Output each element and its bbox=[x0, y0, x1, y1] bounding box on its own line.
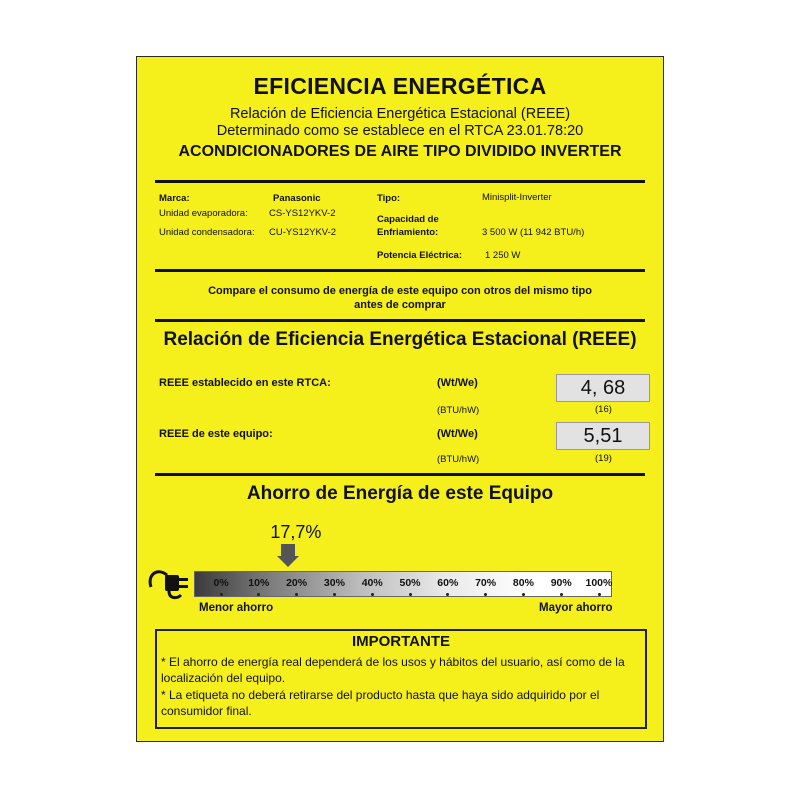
reee-established-unit-2: (BTU/hW) bbox=[437, 405, 480, 416]
scale-tick-label: 20% bbox=[286, 577, 308, 589]
scale-right-label: Mayor ahorro bbox=[539, 602, 613, 614]
tipo-label: Tipo: bbox=[377, 193, 401, 204]
scale-tick-label: 0% bbox=[213, 577, 229, 589]
reee-equipment-value: 5,51 bbox=[556, 422, 650, 450]
important-note-1a: * El ahorro de energía real dependerá de los usos y hábitos del usuario, así como de la bbox=[161, 655, 625, 669]
reee-equipment-label: REEE de este equipo: bbox=[159, 428, 273, 440]
compare-line-2: antes de comprar bbox=[354, 299, 446, 311]
compare-note bbox=[137, 284, 663, 312]
reee-title: Relación de Eficiencia Energética Estacional (REEE) bbox=[163, 329, 637, 350]
important-note-1b: localización del equipo. bbox=[161, 671, 286, 685]
scale-tick-label: 50% bbox=[399, 577, 421, 589]
reee-equipment-unit-1: (Wt/We) bbox=[437, 428, 478, 440]
evap-label: Unidad evaporadora: bbox=[159, 208, 248, 219]
important-title: IMPORTANTE bbox=[351, 633, 451, 650]
scale-tick-label: 60% bbox=[437, 577, 459, 589]
cond-label: Unidad condensadora: bbox=[159, 227, 255, 238]
marca-value: Panasonic bbox=[273, 193, 321, 204]
scale-tick-label: 70% bbox=[475, 577, 497, 589]
divider bbox=[155, 180, 645, 183]
label-subtitle-2: Determinado como se establece en el RTCA 23.01.78:20 bbox=[216, 123, 584, 139]
scale-tick-label: 90% bbox=[550, 577, 572, 589]
scale-tick-label: 100% bbox=[585, 577, 613, 589]
scale-tick-dot bbox=[220, 593, 223, 596]
divider bbox=[155, 473, 645, 476]
scale-tick-dot bbox=[560, 593, 563, 596]
label-title: EFICIENCIA ENERGÉTICA bbox=[253, 73, 547, 99]
capacidad-label-1: Capacidad de bbox=[377, 214, 439, 225]
potencia-label: Potencia Eléctrica: bbox=[377, 250, 463, 261]
cond-value: CU-YS12YKV-2 bbox=[269, 227, 337, 238]
savings-title: Ahorro de Energía de este Equipo bbox=[246, 483, 554, 504]
savings-arrow-icon bbox=[277, 544, 299, 568]
scale-tick-label: 40% bbox=[361, 577, 383, 589]
label-subtitle-1: Relación de Eficiencia Energética Estacional (REEE) bbox=[229, 106, 571, 122]
reee-established-value-2: (16) bbox=[595, 404, 612, 415]
plug-icon bbox=[147, 557, 195, 601]
scale-tick-label: 10% bbox=[248, 577, 270, 589]
scale-tick-label: 80% bbox=[512, 577, 534, 589]
tipo-value: Minisplit-Inverter bbox=[482, 192, 552, 203]
scale-tick-dot bbox=[409, 593, 412, 596]
scale-tick-label: 30% bbox=[323, 577, 345, 589]
reee-equipment-unit-2: (BTU/hW) bbox=[437, 454, 480, 465]
reee-established-unit-1: (Wt/We) bbox=[437, 377, 478, 389]
compare-line-1: Compare el consumo de energía de este equipo con otros del mismo tipo bbox=[208, 285, 592, 297]
energy-label bbox=[136, 56, 664, 742]
capacidad-label-2: Enfriamiento: bbox=[377, 227, 439, 238]
divider bbox=[155, 269, 645, 272]
marca-label: Marca: bbox=[159, 193, 190, 204]
evap-value: CS-YS12YKV-2 bbox=[269, 208, 336, 219]
scale-tick-dot bbox=[371, 593, 374, 596]
reee-established-value: 4, 68 bbox=[556, 374, 650, 402]
scale-left-label: Menor ahorro bbox=[199, 602, 274, 614]
scale-tick-dot bbox=[598, 593, 601, 596]
savings-value: 17,7% bbox=[270, 522, 322, 542]
reee-established-label: REEE establecido en este RTCA: bbox=[159, 377, 331, 389]
reee-equipment-value-2: (19) bbox=[595, 453, 612, 464]
scale-tick-dot bbox=[333, 593, 336, 596]
potencia-value: 1 250 W bbox=[485, 250, 521, 261]
important-note-2b: consumidor final. bbox=[161, 704, 252, 718]
capacidad-value: 3 500 W (11 942 BTU/h) bbox=[482, 227, 585, 238]
label-category: ACONDICIONADORES DE AIRE TIPO DIVIDIDO INVERTER bbox=[178, 143, 622, 160]
important-note-2a: * La etiqueta no deberá retirarse del producto hasta que haya sido adquirido por el bbox=[161, 688, 600, 702]
divider bbox=[155, 319, 645, 322]
important-box bbox=[155, 629, 647, 729]
scale-tick-dot bbox=[522, 593, 525, 596]
